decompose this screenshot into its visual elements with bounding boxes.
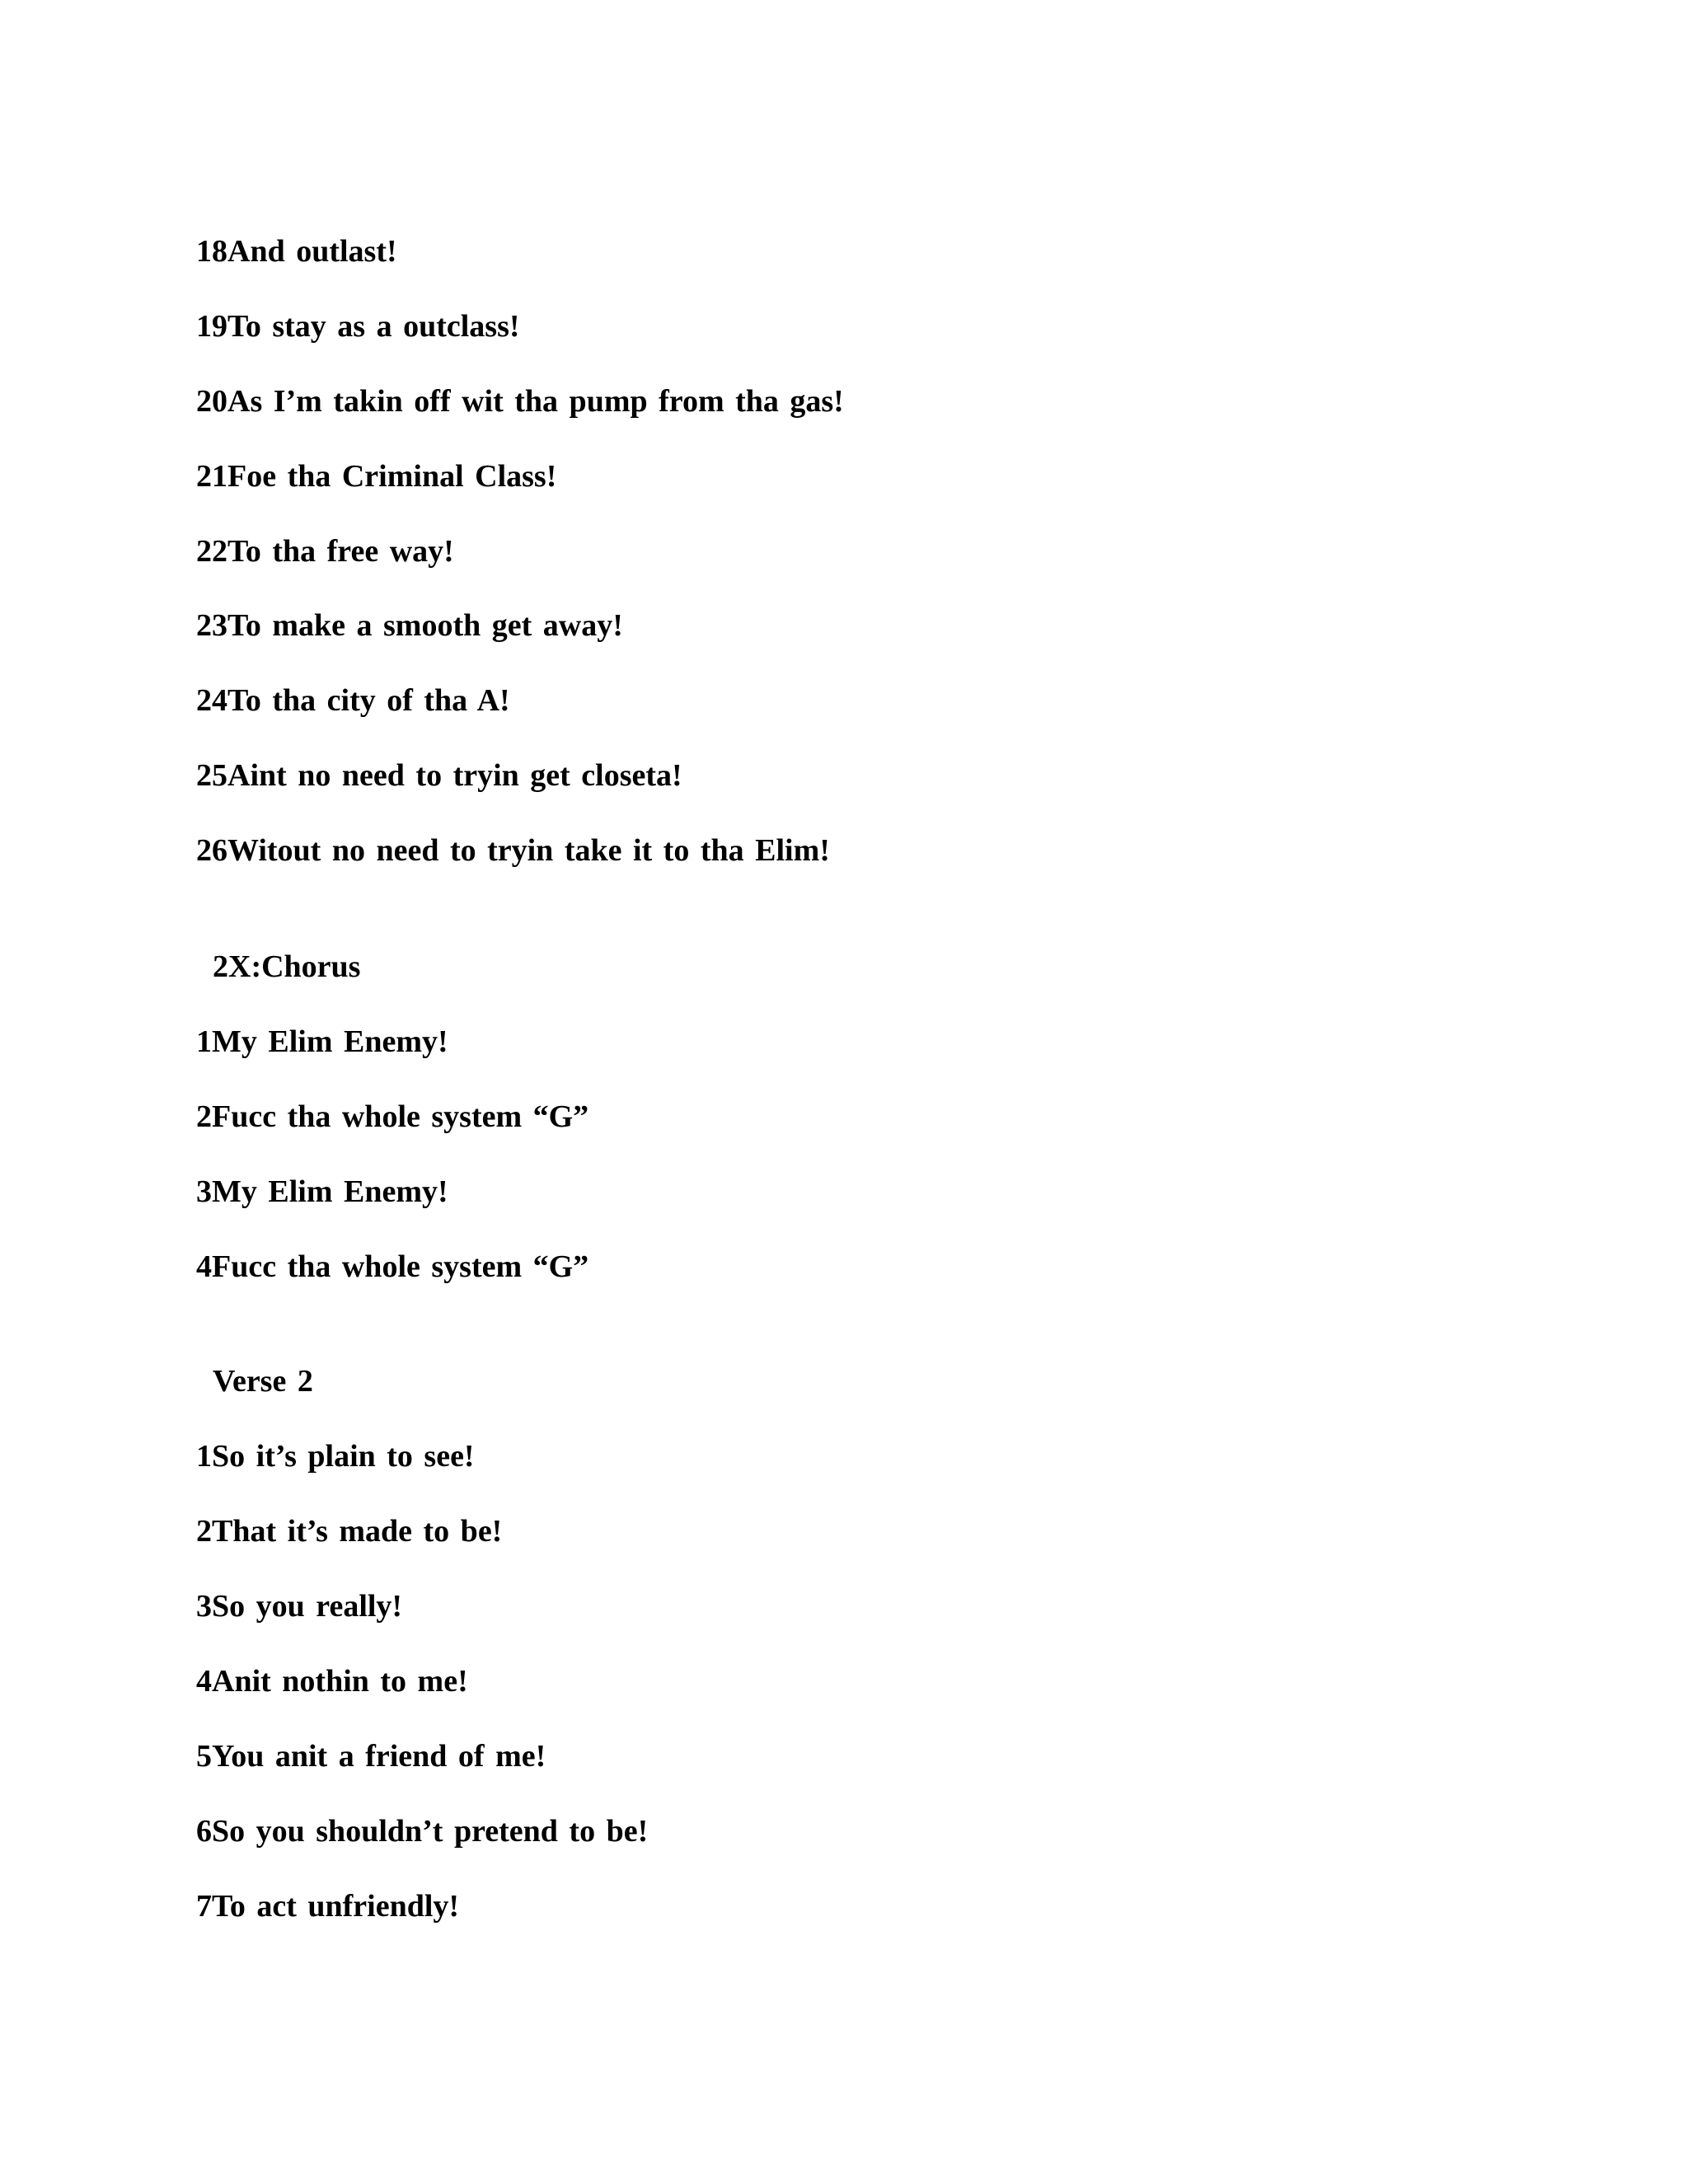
section-heading-verse: Verse 2	[213, 1364, 313, 1399]
lyric-line: 1So it’s plain to see!	[196, 1439, 475, 1474]
section-heading-chorus: 2X:Chorus	[213, 949, 361, 984]
lyric-line: 25Aint no need to tryin get closeta!	[196, 758, 682, 793]
lyric-line: 19To stay as a outclass!	[196, 309, 520, 344]
lyric-line: 3So you really!	[196, 1589, 403, 1624]
lyric-line: 21Foe tha Criminal Class!	[196, 459, 557, 494]
lyric-line: 6So you shouldn’t pretend to be!	[196, 1814, 649, 1849]
lyric-line: 5You anit a friend of me!	[196, 1739, 546, 1774]
lyric-line: 3My Elim Enemy!	[196, 1174, 448, 1209]
lyric-line: 23To make a smooth get away!	[196, 608, 623, 643]
lyric-line: 7To act unfriendly!	[196, 1889, 460, 1924]
lyric-line: 2Fucc tha whole system “G”	[196, 1099, 589, 1134]
lyric-line: 2That it’s made to be!	[196, 1514, 503, 1549]
lyric-line: 4Fucc tha whole system “G”	[196, 1249, 589, 1284]
lyric-line: 24To tha city of tha A!	[196, 683, 510, 718]
lyric-line: 20As I’m takin off wit tha pump from tha gas!	[196, 384, 844, 419]
lyric-line: 1My Elim Enemy!	[196, 1024, 448, 1059]
lyric-line: 22To tha free way!	[196, 534, 454, 569]
lyric-line: 26Witout no need to tryin take it to tha Elim!	[196, 833, 830, 868]
lyric-line: 4Anit nothin to me!	[196, 1664, 468, 1699]
lyric-line: 18And outlast!	[196, 234, 397, 269]
